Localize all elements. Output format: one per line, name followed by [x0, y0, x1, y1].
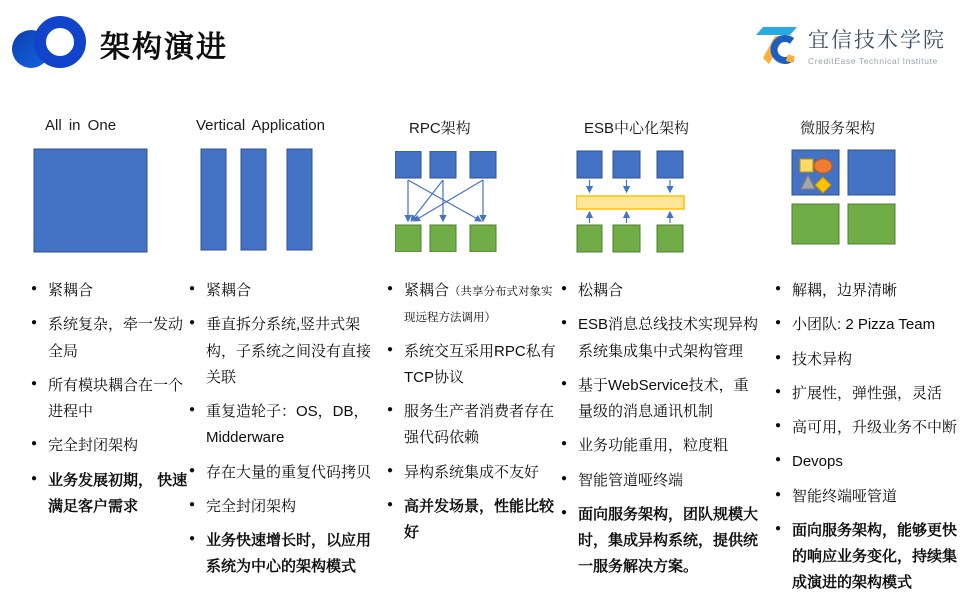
rpc-provider-block: [395, 225, 421, 252]
column-vertical-application: [186, 117, 378, 576]
bullet-item: [561, 433, 760, 459]
bullet-marker-icon: ●: [775, 351, 782, 363]
rpc-call-arrow: [414, 180, 483, 221]
rpc-consumer-block: [395, 151, 421, 178]
bullet-item: [387, 278, 560, 331]
bullet-marker-icon: ●: [775, 317, 782, 329]
bullet-marker-icon: ●: [775, 385, 782, 397]
bullet-text: 松耦合: [578, 282, 624, 299]
vertical-silo-block: [287, 149, 312, 250]
bullet-marker-icon: ●: [387, 498, 394, 510]
bullet-list: [189, 278, 378, 589]
bullet-marker-icon: ●: [775, 420, 782, 431]
bullet-text: 智能管道哑终端: [578, 471, 684, 489]
rpc-diagram: [395, 151, 499, 252]
bullet-item: [387, 494, 560, 547]
bullet-marker-icon: ●: [561, 283, 568, 294]
bullet-item: [561, 312, 760, 365]
bullet-text: 高并发场景，性能比较好: [404, 497, 555, 541]
component-square-icon: [800, 159, 813, 172]
bullet-text: 完全封闭架构: [206, 497, 297, 515]
microservices-diagram: [788, 148, 912, 246]
bullet-item: [561, 373, 760, 426]
bullet-item: [31, 468, 188, 521]
bullet-marker-icon: ●: [387, 283, 394, 294]
bullet-marker-icon: ●: [189, 317, 196, 329]
bullet-text: 基于WebService技术，重量级的消息通讯机制: [578, 376, 749, 420]
rpc-call-arrow: [411, 180, 443, 221]
bullet-text: 紧耦合: [206, 282, 252, 299]
bullet-text: 解耦，边界清晰: [792, 282, 898, 299]
column-rpc: [384, 117, 560, 541]
monolith-block: [34, 149, 147, 252]
bullet-item: [189, 278, 378, 304]
bullet-text: 面向服务架构，能够更快的响应业务变化，持续集成演进的架构模式: [792, 521, 958, 592]
bullet-marker-icon: ●: [189, 404, 196, 415]
bullet-marker-icon: ●: [189, 533, 196, 544]
bullet-item: [189, 460, 378, 486]
bullet-text: 存在大量的重复代码拷贝: [206, 463, 372, 481]
bullet-text: 系统交互采用RPC私有TCP协议: [404, 342, 556, 386]
column-all-in-one: [28, 117, 188, 537]
bullet-marker-icon: ●: [775, 488, 782, 500]
bullet-item: [189, 399, 378, 452]
bullet-marker-icon: ●: [561, 317, 568, 329]
column-title: Vertical Application: [196, 117, 325, 134]
vertical-app-diagram: [200, 148, 316, 252]
brand-name-cn: 宜信技术学院: [808, 29, 946, 52]
bullet-marker-icon: ●: [31, 283, 38, 294]
bullet-text: 垂直拆分系统,竖井式架构，子系统之间没有直接关联: [206, 316, 372, 386]
esb-service-block: [657, 225, 683, 252]
esb-app-block: [657, 151, 683, 178]
bullet-marker-icon: ●: [31, 472, 38, 484]
bullet-text: 紧耦合: [48, 282, 94, 299]
bullet-item: [775, 518, 960, 597]
bullet-item: [189, 312, 378, 391]
rpc-provider-block: [470, 225, 496, 252]
bullet-item: [561, 468, 760, 494]
esb-diagram: [576, 148, 688, 254]
page-title: 架构演进: [100, 31, 228, 64]
brand-logo: [754, 22, 946, 68]
microservice-block: [792, 150, 839, 195]
bullet-marker-icon: ●: [775, 283, 782, 294]
bullet-text: 完全封闭架构: [48, 437, 139, 455]
bullet-list: [31, 278, 188, 528]
column-title: ESB中心化架构: [584, 120, 690, 137]
bullet-item: [775, 415, 960, 441]
bullet-marker-icon: ●: [387, 404, 394, 415]
monolith-diagram: [33, 148, 149, 254]
bullet-item: [31, 278, 188, 304]
slide-logo-icon: [12, 16, 92, 72]
bullet-marker-icon: ●: [189, 283, 196, 294]
creditease-tc-icon: [754, 22, 800, 68]
bullet-list: [561, 278, 760, 589]
bullet-item: [775, 484, 960, 510]
bullet-marker-icon: ●: [387, 464, 394, 476]
bullet-marker-icon: ●: [775, 454, 782, 466]
bullet-marker-icon: ●: [561, 438, 568, 450]
bullet-text: 系统复杂，牵一发动全局: [48, 316, 184, 360]
bullet-text: 面向服务架构，团队规模大时，集成异构系统，提供统一服务解决方案。: [578, 505, 759, 576]
bullet-marker-icon: ●: [31, 317, 38, 329]
bullet-text: 扩展性，弹性强，灵活: [792, 384, 943, 402]
bullet-text: ESB消息总线技术实现异构系统集成集中式架构管理: [578, 316, 759, 360]
bullet-item: [31, 312, 188, 365]
bullet-marker-icon: ●: [561, 506, 568, 518]
esb-app-block: [613, 151, 640, 178]
rpc-call-arrow: [408, 180, 481, 221]
bullet-text: Devops: [792, 453, 843, 471]
bullet-text: 服务生产者消费者存在强代码依赖: [404, 403, 555, 447]
bullet-item: [775, 347, 960, 373]
bullet-item: [775, 381, 960, 407]
bullet-item: [775, 278, 960, 304]
bullet-text: 业务快速增长时，以应用系统为中心的架构模式: [206, 532, 372, 576]
bullet-marker-icon: ●: [189, 498, 196, 510]
bullet-marker-icon: ●: [775, 522, 782, 534]
column-esb: [558, 117, 760, 576]
esb-bus-bar: [576, 196, 684, 209]
column-title: RPC架构: [409, 120, 471, 137]
esb-service-block: [577, 225, 602, 252]
bullet-text: 紧耦合（共享分布式对象实现远程方法调用）: [404, 282, 553, 325]
bullet-marker-icon: ●: [189, 464, 196, 476]
brand-text: [808, 24, 946, 66]
bullet-item: [31, 433, 188, 459]
bullet-text: 智能终端哑管道: [792, 487, 898, 505]
bullet-text: 技术异构: [792, 350, 853, 368]
slide-header: [0, 0, 960, 95]
bullet-marker-icon: ●: [31, 438, 38, 450]
bullet-item: [775, 449, 960, 475]
bullet-item: [561, 502, 760, 581]
esb-service-block: [613, 225, 640, 252]
bullet-item: [189, 528, 378, 581]
bullet-text: 业务发展初期， 快速满足客户需求: [48, 471, 188, 515]
bullet-item: [387, 460, 560, 486]
bullet-text: 重复造轮子：OS，DB，Midderware: [206, 403, 369, 447]
logo-ring-circle-icon: [34, 16, 86, 68]
bullet-item: [775, 312, 960, 338]
bullet-note: （共享分布式对象实现远程方法调用）: [404, 286, 553, 325]
bullet-item: [31, 373, 188, 426]
microservice-block: [848, 150, 895, 195]
bullet-text: 小团队: 2 Pizza Team: [792, 316, 936, 334]
bullet-item: [189, 494, 378, 520]
bullet-marker-icon: ●: [31, 377, 38, 389]
column-title: All in One: [45, 117, 117, 134]
rpc-consumer-block: [430, 151, 456, 178]
bullet-marker-icon: ●: [561, 377, 568, 389]
bullet-item: [387, 339, 560, 392]
bullet-text: 业务功能重用，粒度粗: [578, 437, 729, 455]
bullet-marker-icon: ●: [561, 472, 568, 484]
bullet-list: [775, 278, 960, 605]
component-ellipse-icon: [814, 159, 832, 173]
vertical-silo-block: [241, 149, 266, 250]
bullet-text: 所有模块耦合在一个进程中: [48, 376, 184, 420]
microservice-block: [848, 204, 895, 244]
bullet-item: [561, 278, 760, 304]
bullet-text: 高可用，升级业务不中断: [792, 419, 958, 436]
esb-app-block: [577, 151, 602, 178]
brand-name-en: CreditEase Technical Institute: [808, 56, 938, 66]
column-title: 微服务架构: [800, 120, 876, 137]
bullet-item: [387, 399, 560, 452]
vertical-silo-block: [201, 149, 226, 250]
bullet-text: 异构系统集成不友好: [404, 463, 540, 481]
microservice-block: [792, 204, 839, 244]
rpc-consumer-block: [470, 151, 496, 178]
column-microservices: [772, 117, 960, 592]
bullet-list: [387, 278, 560, 554]
rpc-provider-block: [430, 225, 456, 252]
bullet-marker-icon: ●: [387, 343, 394, 355]
